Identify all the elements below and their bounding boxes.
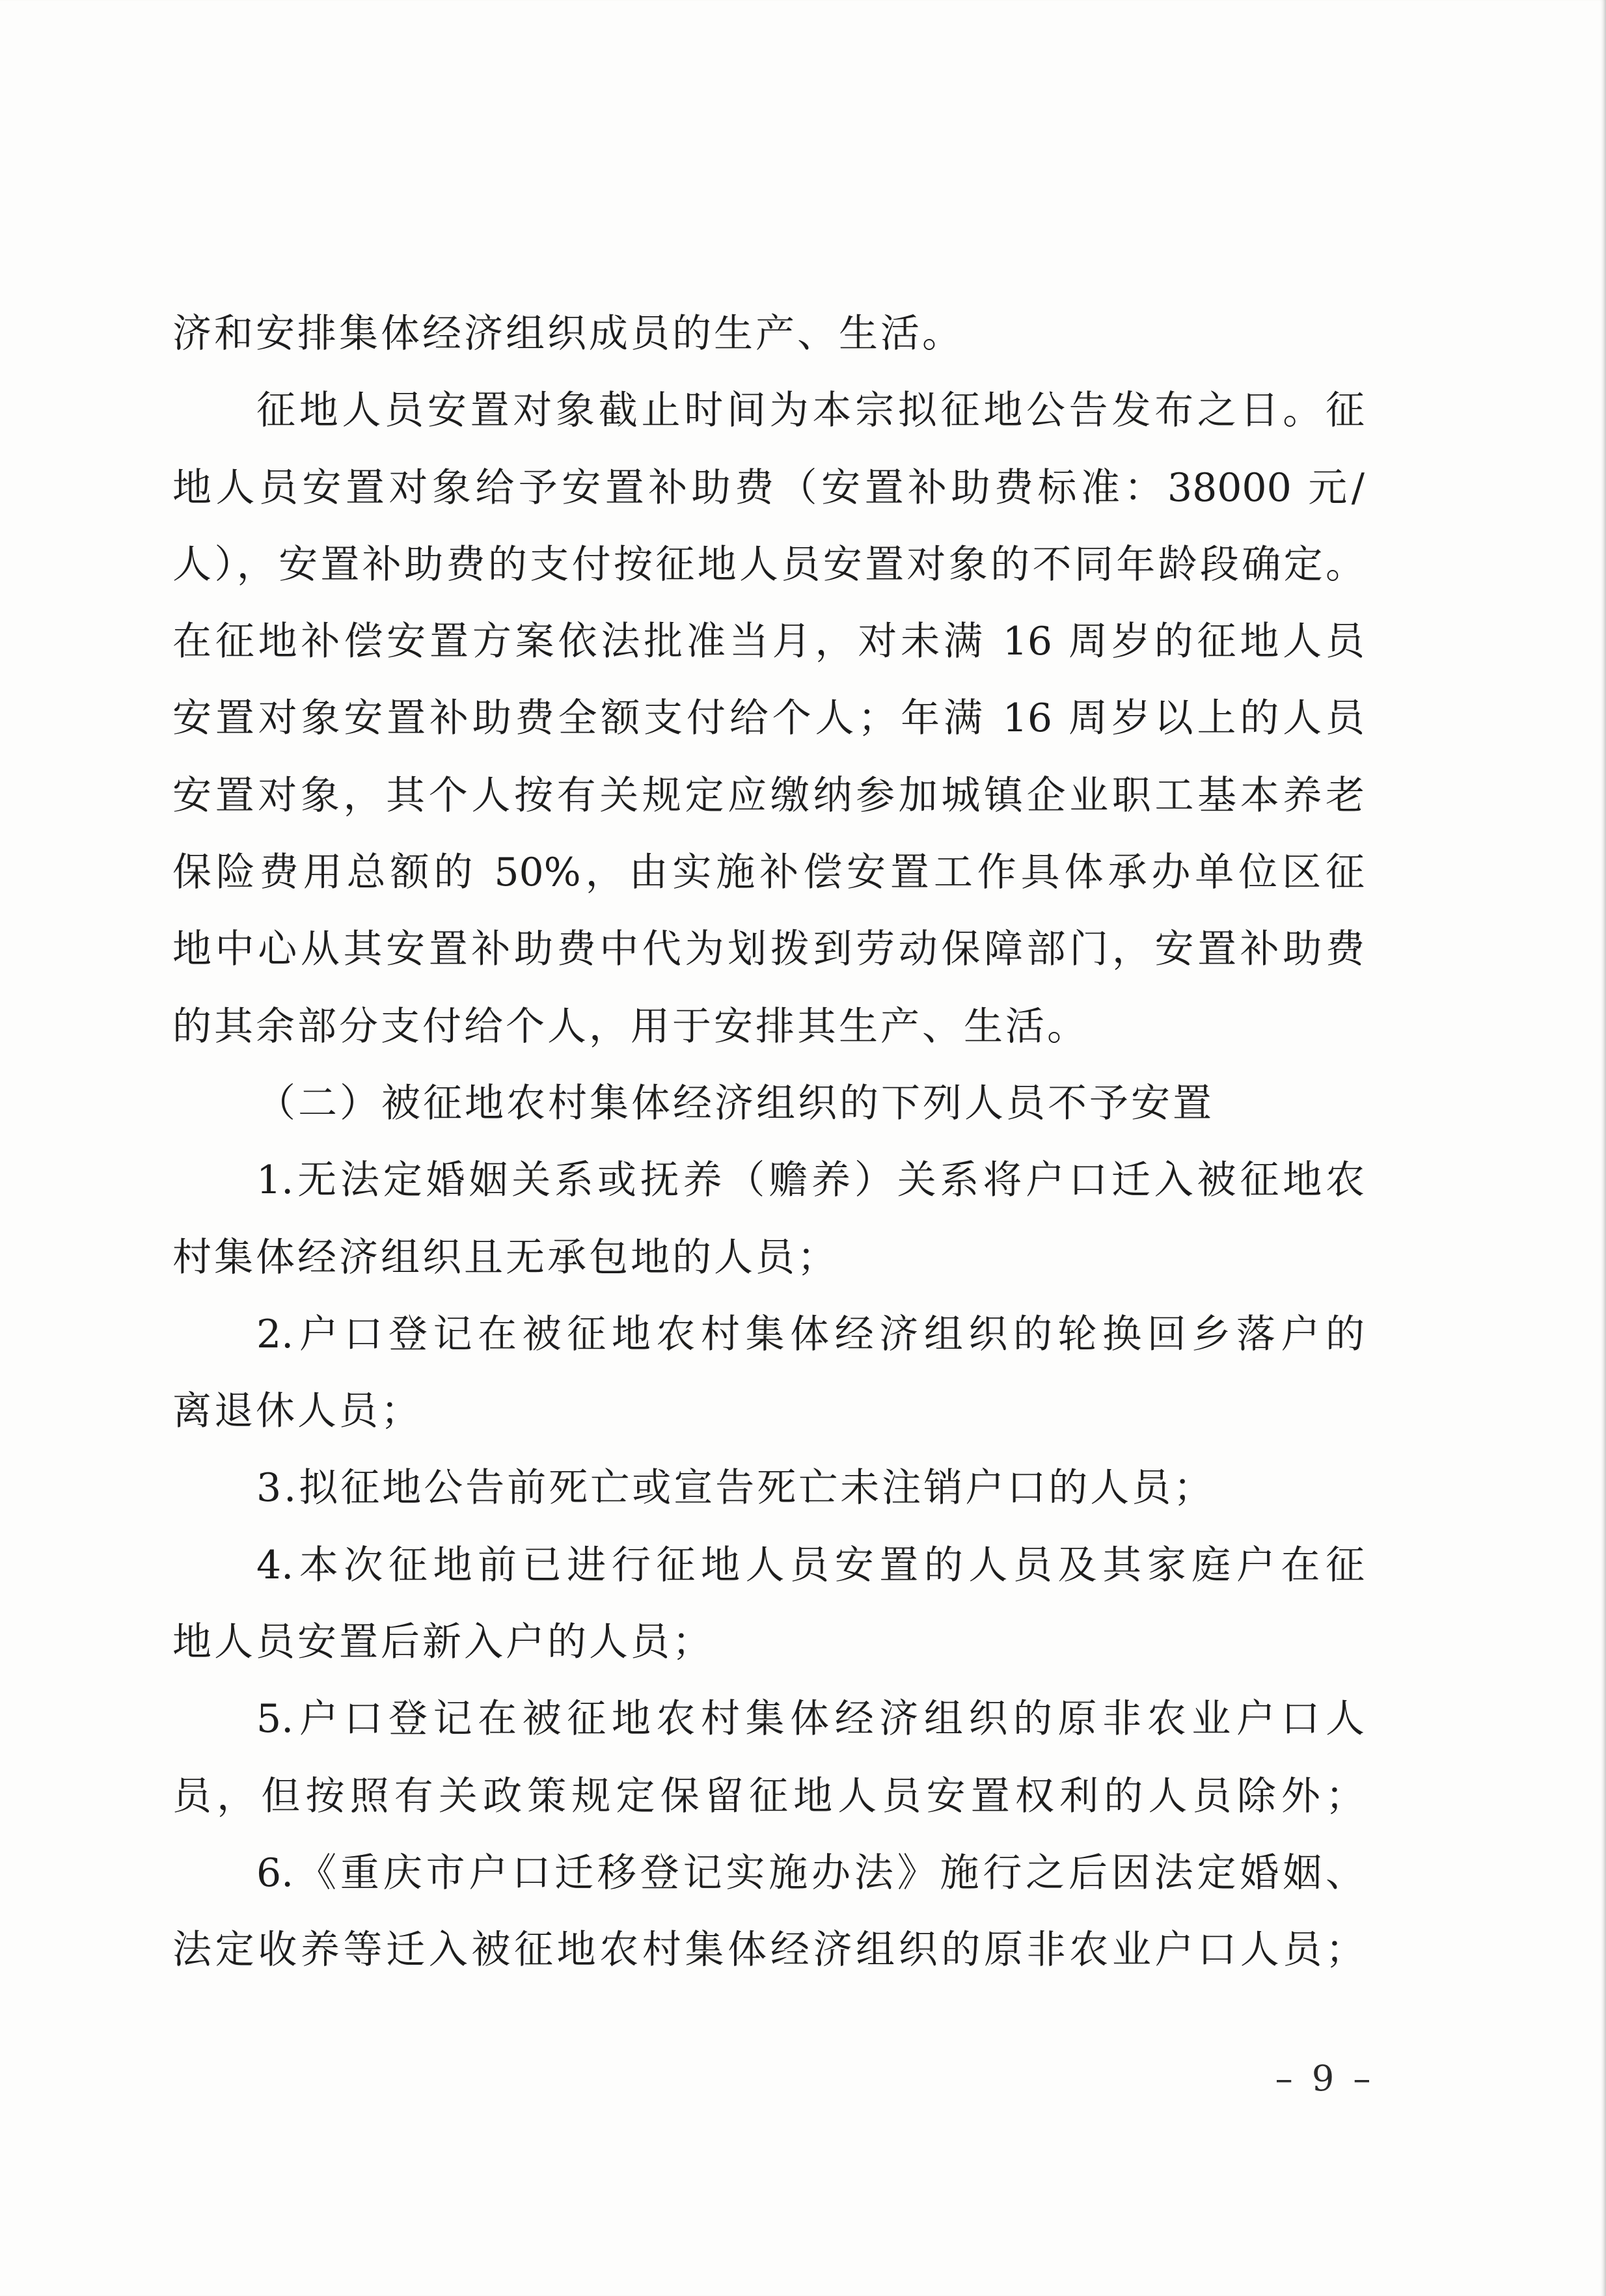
text-line: 4.本次征地前已进行征地人员安置的人员及其家庭户在征 xyxy=(256,1542,1365,1588)
text-line: 地中心从其安置补助费中代为划拨到劳动保障部门，安置补助费 xyxy=(172,926,1365,973)
paragraph xyxy=(172,372,1365,1065)
text-line: 6.《重庆市户口迁移登记实施办法》施行之后因法定婚姻、 xyxy=(256,1850,1365,1896)
text-line: 的其余部分支付给个人，用于安排其生产、生活。 xyxy=(172,1003,1089,1049)
text-line: 3.拟征地公告前死亡或宣告死亡未注销户口的人员； xyxy=(256,1465,1216,1511)
text-line: 征地人员安置对象截止时间为本宗拟征地公告发布之日。征 xyxy=(256,388,1365,434)
text-line: 在征地补偿安置方案依法批准当月，对未满 16 周岁的征地人员 xyxy=(172,619,1365,665)
text-line: 5.户口登记在被征地农村集体经济组织的原非农业户口人 xyxy=(256,1696,1365,1742)
list-item-3 xyxy=(172,1450,1365,1526)
text-line: 安置对象安置补助费全额支付给个人；年满 16 周岁以上的人员 xyxy=(172,696,1365,742)
text-line: 安置对象，其个人按有关规定应缴纳参加城镇企业职工基本养老 xyxy=(172,772,1365,818)
text-line: 地人员安置对象给予安置补助费（安置补助费标准：38000 元/ xyxy=(172,465,1365,511)
list-item-6 xyxy=(172,1835,1365,1989)
text-line: 济和安排集体经济组织成员的生产、生活。 xyxy=(172,311,964,357)
section-heading-text: （二）被征地农村集体经济组织的下列人员不予安置 xyxy=(256,1080,1214,1126)
paragraph-continuation xyxy=(172,295,1365,372)
list-item-4 xyxy=(172,1527,1365,1681)
body-text xyxy=(172,295,1365,1989)
list-item-2 xyxy=(172,1296,1365,1450)
text-line: 法定收养等迁入被征地农村集体经济组织的原非农业户口人员； xyxy=(172,1927,1365,1973)
text-line: 村集体经济组织且无承包地的人员； xyxy=(172,1234,839,1280)
text-line: 1.无法定婚姻关系或抚养（赡养）关系将户口迁入被征地农 xyxy=(256,1157,1365,1204)
text-line: 离退休人员； xyxy=(172,1388,422,1435)
list-item-5 xyxy=(172,1681,1365,1835)
text-line: 保险费用总额的 50%，由实施补偿安置工作具体承办单位区征 xyxy=(172,850,1365,896)
text-line: 人），安置补助费的支付按征地人员安置对象的不同年龄段确定。 xyxy=(172,541,1365,588)
text-line: 2.户口登记在被征地农村集体经济组织的轮换回乡落户的 xyxy=(256,1311,1365,1357)
page-number: – 9 – xyxy=(1275,2058,1375,2099)
text-line: 员，但按照有关政策规定保留征地人员安置权利的人员除外； xyxy=(172,1773,1365,1819)
section-heading xyxy=(172,1065,1365,1142)
text-line: 地人员安置后新入户的人员； xyxy=(172,1619,714,1666)
list-item-1 xyxy=(172,1142,1365,1296)
